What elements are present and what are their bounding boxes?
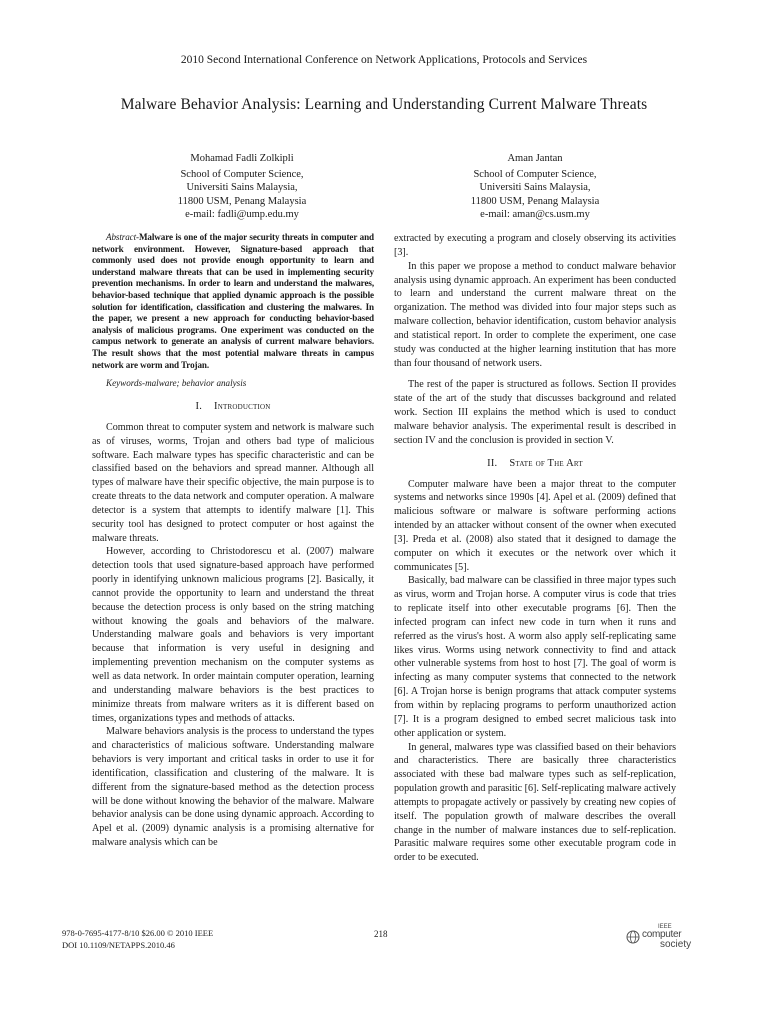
section-number: I. bbox=[195, 400, 203, 412]
author-university: Universiti Sains Malaysia, bbox=[479, 182, 591, 194]
author-block-2 bbox=[405, 152, 665, 222]
section-title: Introduction bbox=[214, 400, 271, 412]
paragraph: The rest of the paper is structured as follows. Section II provides state of the art of the study that discusses background and related work. Section III explains the method which is used to conduct malware behavior analysis. The experimental result is described in section IV and the conclusion is provided in section V. bbox=[394, 379, 676, 446]
author-name: Aman Jantan bbox=[507, 153, 563, 164]
author-affiliation: School of Computer Science, bbox=[180, 168, 304, 180]
globe-icon bbox=[626, 930, 640, 944]
author-email: e-mail: aman@cs.usm.my bbox=[480, 209, 590, 221]
author-name: Mohamad Fadli Zolkipli bbox=[190, 153, 294, 164]
right-column bbox=[394, 232, 676, 865]
ieee-computer-society-logo bbox=[626, 924, 706, 952]
paragraph: However, according to Christodorescu et al. (2007) malware detection tools that used signature-based approach have performed poorly in identifying unknown malicious programs [2]. Basically, it cannot provide the opportunity to learn and understand the threat because the detection process is only based on the string matching without knowing the goals and behaviors of the malware. Understanding malware goals and behaviors is very important because that information is very useful in designing and implementing prevention mechanism on the computer systems as well as data network. In order maintain computer operation, learning and understanding malware behaviors is the best practices to minimize threats from malware writers as it is different based on times, organizations types and methods of attacks. bbox=[92, 546, 374, 724]
footer-isbn: 978-0-7695-4177-8/10 $26.00 © 2010 IEEE bbox=[62, 928, 214, 938]
logo-computer-text: computer bbox=[642, 929, 682, 940]
author-email: e-mail: fadli@ump.edu.my bbox=[185, 209, 299, 221]
paragraph: In general, malwares type was classified based on their behaviors and characteristics. There are basically three characteristics associated with these bad malware types such as self-replication, population growth and parasitic [6]. Self-replicating malware actively attempts to propagate actively or passively by creating new copies of itself. The population growth of malware describes the overall change in the number of malware instances due to self-replication. Parasitic malware requires some other executable program code in order to be executed. bbox=[394, 741, 676, 864]
author-affiliation: School of Computer Science, bbox=[473, 168, 597, 180]
paper-title: Malware Behavior Analysis: Learning and Understanding Current Malware Threats bbox=[120, 96, 648, 113]
author-location: 11800 USM, Penang Malaysia bbox=[177, 195, 307, 207]
section-number: II. bbox=[487, 457, 498, 469]
paragraph-continued: extracted by executing a program and closely observing its activities [3]. bbox=[394, 233, 676, 258]
paragraph: Basically, bad malware can be classified in three major types such as virus, worm and Trojan horse. A computer virus is code that tries to replicate itself into other executable programs [6]. Then the infected program can infect new code in turn when it runs and referred as the virus's host. A worm also apply self-replicating same likes virus. Worms using network connectivity to find and attack other vulnerable systems from host to host [7]. The goal of worm is infecting as many computer systems that connected to the network [6]. A Trojan horse is benign programs that attack computer systems from within by replacing programs to perform unauthorized action [7]. It is a program designed to embed secret malicious task into other application or system. bbox=[394, 575, 676, 739]
abstract bbox=[92, 232, 374, 371]
logo-ieee-text: IEEE bbox=[658, 924, 672, 930]
footer-left bbox=[62, 927, 213, 951]
author-location: 11800 USM, Penang Malaysia bbox=[470, 195, 600, 207]
abstract-text: Malware is one of the major security threats in computer and network environment. However, Signature-based approach that commonly used does not provide enough opportunity to learn and understand malware threats that can be used in implementing security prevention mechanisms. In order to learn and understand the malwares, behavior-based technique that applied dynamic approach is the possible solution for identification, classification and clustering the malwares. In the paper, we present a new approach for conducting behavior-based analysis of malicious programs. One experiment was conducted on the campus network to generate an analysis of current malware behaviors. The result shows that the most potential malware threats in campus network are worm and Trojan. bbox=[92, 232, 374, 370]
section-heading-state-of-the-art bbox=[394, 457, 676, 471]
conference-header: 2010 Second International Conference on Network Applications, Protocols and Services bbox=[180, 54, 588, 66]
author-university: Universiti Sains Malaysia, bbox=[186, 182, 298, 194]
page-number: 218 bbox=[374, 929, 388, 939]
left-column bbox=[92, 232, 374, 850]
keywords: Keywords-malware; behavior analysis bbox=[106, 378, 247, 389]
section-title: State of The Art bbox=[509, 457, 583, 469]
paragraph: Malware behaviors analysis is the process to understand the types and characteristics of malicious software. Understanding malware behaviors is very important and critical tasks in order to use it for identification, classification and clustering of the malware. It is different from the signature-based method as the detection process will be done without knowing the behavior of the malware. Malware behavior analysis can be done using dynamic approach. According to Apel et al. (2009) dynamic analysis is a promising alternative for malware analysis which can be bbox=[92, 726, 374, 849]
paragraph: Computer malware have been a major threat to the computer systems and networks since 1990s [4]. Apel et al. (2009) defined that malicious software or malware is software performing actions intended by an attacker without consent of the owner when executed [3]. Preda et al. (2008) also stated that it designed to damage the computer on which it executes or the network over which it communicates [5]. bbox=[394, 478, 676, 573]
footer-doi: DOI 10.1109/NETAPPS.2010.46 bbox=[62, 940, 175, 950]
logo-society-text: society bbox=[660, 939, 692, 950]
section-heading-introduction bbox=[92, 400, 374, 414]
paragraph: In this paper we propose a method to conduct malware behavior analysis using dynamic approach. An experiment has been conducted to learn and understand the current malware threat on the organization. The method was divided into four major steps such as malware collection, behavior identification, custom behavior analysis and statistical report. In order to complete the experiment, one case study was conducted at the higher learning institution that has more than four thousand of network users. bbox=[394, 260, 676, 369]
abstract-label: Abstract- bbox=[106, 232, 139, 242]
author-block-1 bbox=[112, 152, 372, 222]
paragraph: Common threat to computer system and network is malware such as of viruses, worms, Trojan and others bad type of malicious software. Each malware types has specific characteristic and can be classified based on the behaviors and spread manner. Although all types of malware have their specific objective, the main purpose is to create threats to the data network and computer operation. A malware detector is a system that attempts to identify malware [1]. This security tool has designed to protect computer or host against the malware threats. bbox=[92, 421, 374, 544]
